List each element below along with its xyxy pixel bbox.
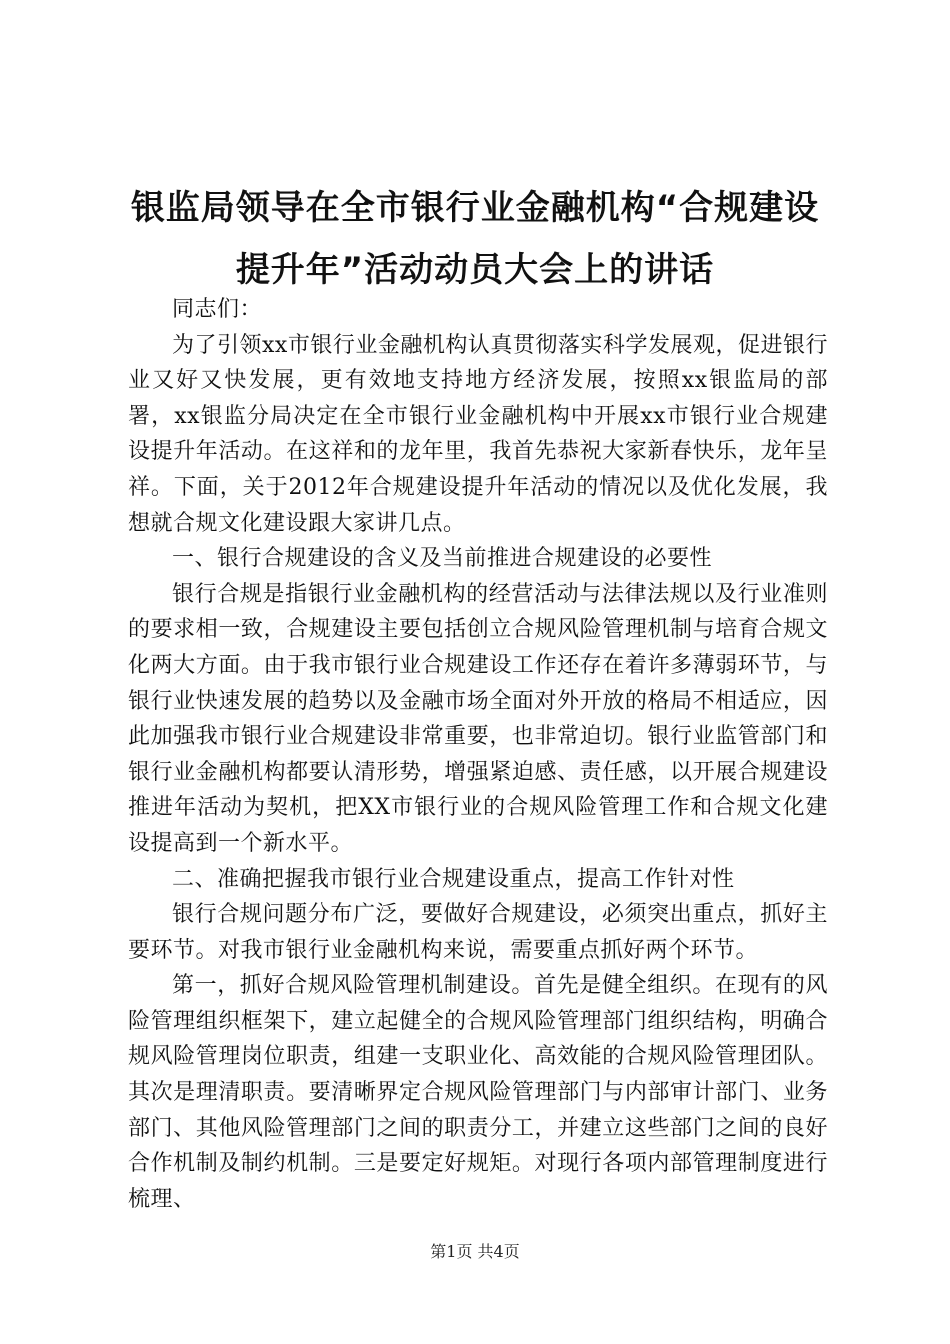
paragraph-section-2: 银行合规问题分布广泛，要做好合规建设，必须突出重点，抓好主要环节。对我市银行业金融机构来说，需要重点抓好两个环节。 <box>128 902 828 963</box>
page-footer: 第1页 共4页 <box>430 1242 520 1261</box>
document-title-line-1: 银监局领导在全市银行业金融机构“合规建设 <box>130 188 820 228</box>
document-body <box>128 292 828 1217</box>
paragraph-intro: 为了引领xx市银行业金融机构认真贯彻落实科学发展观，促进银行业又好又快发展，更有效地支持地方经济发展，按照xx银监局的部署，xx银监分局决定在全市银行业金融机构中开展xx市银行业合规建设提升年活动。在这祥和的龙年里，我首先恭祝大家新春快乐，龙年呈祥。下面，关于2012年合规建设提升年活动的情况以及优化发展，我想就合规文化建设跟大家讲几点。 <box>128 332 828 536</box>
section-heading-1: 一、银行合规建设的含义及当前推进合规建设的必要性 <box>172 546 713 572</box>
paragraph-section-1: 银行合规是指银行业金融机构的经营活动与法律法规以及行业准则的要求相一致，合规建设主要包括创立合规风险管理机制与培育合规文化两大方面。由于我市银行业合规建设工作还存在着许多薄弱环节，与银行业快速发展的趋势以及金融市场全面对外开放的格局不相适应，因此加强我市银行业合规建设非常重要，也非常迫切。银行业监管部门和银行业金融机构都要认清形势，增强紧迫感、责任感，以开展合规建设推进年活动为契机，把XX市银行业的合规风险管理工作和合规文化建设提高到一个新水平。 <box>128 581 828 856</box>
paragraph-first-point: 第一，抓好合规风险管理机制建设。首先是健全组织。在现有的风险管理组织框架下，建立起健全的合规风险管理部门组织结构，明确合规风险管理岗位职责，组建一支职业化、高效能的合规风险管理团队。其次是理清职责。要清晰界定合规风险管理部门与内部审计部门、业务部门、其他风险管理部门之间的职责分工，并建立这些部门之间的良好合作机制及制约机制。三是要定好规矩。对现行各项内部管理制度进行梳理、 <box>128 973 828 1212</box>
salutation: 同志们： <box>172 297 263 322</box>
document-title-line-2: 提升年”活动动员大会上的讲话 <box>235 250 715 290</box>
section-heading-2: 二、准确把握我市银行业合规建设重点，提高工作针对性 <box>172 866 735 892</box>
